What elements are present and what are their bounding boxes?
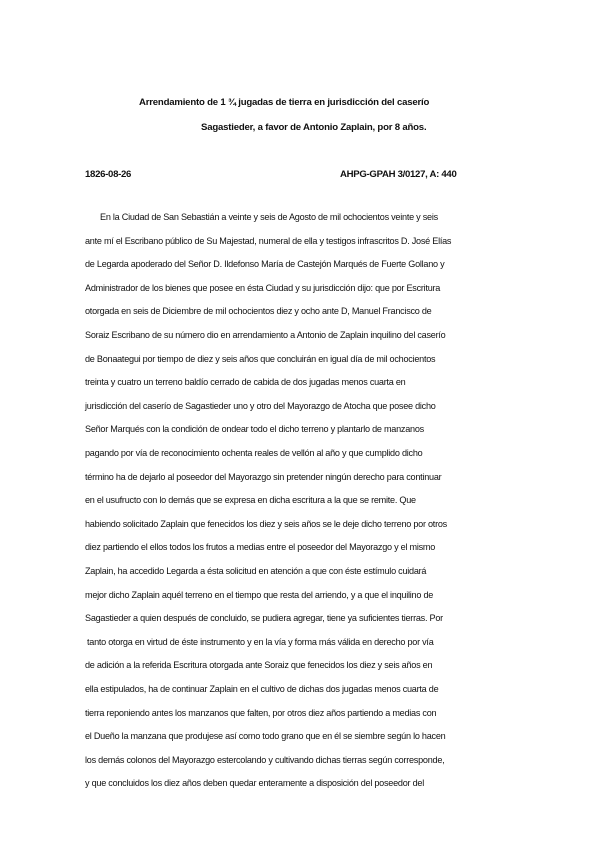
body-line: el Dueño la manzana que produjese así como todo grano que en él se siembre según lo hacen — [85, 731, 446, 742]
document-title-line-1: Arrendamiento de 1 ¾ jugadas de tierra en jurisdicción del caserío — [139, 97, 430, 108]
body-line: tierra reponiendo antes los manzanos que falten, por otros diez años partiendo a medias con — [85, 707, 437, 718]
body-line: mejor dicho Zaplain aquél terreno en el tiempo que resta del arriendo, y a que el inquilino de — [85, 589, 434, 600]
body-line: de adición a la referida Escritura otorgada ante Soraiz que fenecidos los diez y seis años en — [85, 660, 433, 671]
body-line: ella estipulados, ha de continuar Zaplain en el cultivo de dichas dos jugadas menos cuarta de — [85, 684, 439, 694]
body-line: En la Ciudad de San Sebastián a veinte y seis de Agosto de mil ochocientos veinte y seis — [100, 212, 438, 222]
body-line: treinta y cuatro un terreno baldío cerrado de cabida de dos jugadas menos cuarta en — [85, 377, 406, 388]
body-line: ante mí el Escribano público de Su Majestad, numeral de ella y testigos infrascritos D. José Elías — [85, 235, 452, 246]
document-date: 1826-08-26 — [85, 169, 132, 180]
body-line: de Legarda apoderado del Señor D. Ildefonso María de Castejón Marqués de Fuerte Gollano y — [85, 259, 445, 270]
document-title-line-2: Sagastieder, a favor de Antonio Zaplain, por 8 años. — [201, 122, 427, 133]
body-line: otorgada en seis de Diciembre de mil ochocientos diez y ocho ante D, Manuel Francisco de — [85, 306, 432, 317]
body-line: Señor Marqués con la condición de ondear todo el dicho terreno y plantarlo de manzanos — [85, 424, 424, 435]
body-line: habiendo solicitado Zaplain que fenecidos los diez y seis años se le deje dicho terreno por otros — [85, 518, 447, 529]
body-line: Soraiz Escribano de su número dio en arrendamiento a Antonio de Zaplain inquilino del caserío — [85, 330, 446, 340]
archive-reference: AHPG-GPAH 3/0127, A: 440 — [340, 169, 457, 180]
body-line: Administrador de los bienes que posee en ésta Ciudad y su jurisdicción dijo: que por Escritura — [85, 282, 441, 293]
body-line: en el usufructo con lo demás que se expresa en dicha escritura a la que se remite. Que — [85, 495, 416, 506]
body-line: Zaplain, ha accedido Legarda a ésta solicitud en atención a que con éste estímulo cuidará — [85, 566, 427, 576]
body-line: jurisdicción del caserío de Sagastieder uno y otro del Mayorazgo de Atocha que posee dicho — [85, 400, 436, 411]
body-line: de Bonaategui por tiempo de diez y seis años que concluirán en igual día de mil ochocientos — [85, 353, 436, 364]
body-line: Sagastieder a quien después de concluido, se pudiera agregar, tiene ya suficientes tierras. Por — [85, 613, 443, 624]
body-line: pagando por vía de reconocimiento ochenta reales de vellón al año y que cumplido dicho — [85, 448, 423, 458]
body-line: diez partiendo el ellos todos los frutos a medias entre el poseedor del Mayorazgo y el mismo — [85, 542, 436, 553]
body-line: y que concluidos los diez años deben quedar enteramente a disposición del poseedor del — [85, 778, 424, 789]
body-line: los demás colonos del Mayorazgo estercolando y cultivando dichas tierras según corresponde, — [85, 754, 445, 765]
body-line: tanto otorga en virtud de éste instrumento y en la vía y forma más válida en derecho por vía — [87, 636, 434, 647]
body-line: término ha de dejarlo al poseedor del Mayorazgo sin pretender ningún derecho para continuar — [85, 471, 442, 482]
